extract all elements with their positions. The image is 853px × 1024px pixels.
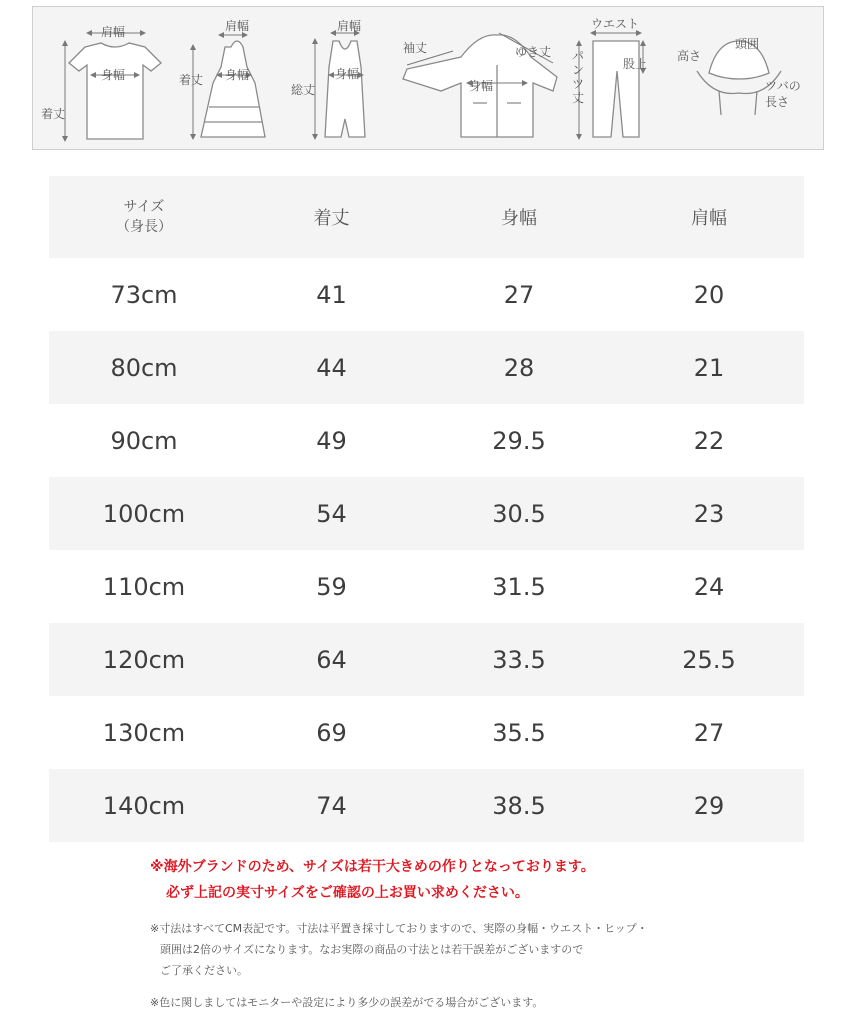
table-row	[49, 769, 804, 842]
tshirt-length-label: 着丈	[41, 107, 66, 121]
measurement-note-line3: ご了承ください。	[160, 964, 248, 977]
tshirt-body-width-label: 身幅	[101, 68, 126, 82]
hoodie-yuki-label: ゆき丈	[515, 45, 552, 59]
tshirt-icon	[69, 43, 161, 139]
length-cell: 59	[316, 572, 347, 601]
shoulder-cell: 25.5	[682, 645, 736, 674]
romper-shoulder-label: 肩幅	[337, 19, 362, 33]
size-table	[49, 176, 804, 842]
shoulder-header: 肩幅	[691, 208, 727, 229]
size-warning-line2: 必ず上記の実寸サイズをご確認の上お買い求めください。	[166, 885, 529, 901]
size-cell: 120cm	[102, 645, 186, 674]
table-header	[49, 176, 804, 258]
length-cell: 44	[316, 353, 347, 382]
size-cell: 80cm	[110, 353, 178, 382]
body-width-cell: 31.5	[492, 572, 546, 601]
dress-body-width-label: 身幅	[225, 68, 250, 82]
measurement-note-line2: 頭囲は2倍のサイズになります。なお実際の商品の寸法とは若干誤差がございますので	[160, 943, 584, 956]
size-header-line1: サイズ	[123, 199, 165, 215]
dress-shoulder-label: 肩幅	[225, 19, 250, 33]
body-width-cell: 30.5	[492, 499, 546, 528]
hoodie-body-width-label: 身幅	[469, 79, 494, 93]
body-width-cell: 27	[503, 280, 535, 309]
hat-brim-label-1: ツバの	[765, 79, 801, 93]
romper-body-width-label: 身幅	[335, 67, 360, 81]
table-row	[49, 404, 804, 477]
table-row	[49, 550, 804, 623]
shoulder-cell: 21	[693, 353, 725, 382]
shoulder-cell: 29	[693, 791, 725, 820]
body-width-cell: 35.5	[492, 718, 546, 747]
body-width-cell: 28	[503, 353, 535, 382]
romper-total-length-label: 総丈	[291, 83, 316, 97]
length-cell: 41	[316, 280, 347, 309]
size-cell: 130cm	[102, 718, 186, 747]
length-cell: 74	[316, 791, 347, 820]
garment-illustrations	[33, 7, 825, 151]
hat-head-circumference-label: 頭囲	[735, 37, 760, 51]
size-cell: 73cm	[110, 280, 178, 309]
size-warning-line1: ※海外ブランドのため、サイズは若干大きめの作りとなっております。	[150, 859, 595, 875]
length-cell: 49	[316, 426, 347, 455]
pants-icon	[593, 41, 639, 137]
body-width-cell: 29.5	[492, 426, 546, 455]
hat-brim-label-2: 長さ	[765, 95, 790, 109]
length-header: 着丈	[313, 208, 350, 229]
shoulder-cell: 23	[693, 499, 725, 528]
measurement-note-line1: ※寸法はすべてCM表記です。寸法は平置き採寸しておりますので、実際の身幅・ウエスト・ヒップ・	[150, 922, 648, 935]
measurement-guide	[32, 6, 824, 150]
color-note: ※色に関しましてはモニターや設定により多少の誤差がでる場合がございます。	[150, 996, 544, 1009]
table-row	[49, 696, 804, 769]
table-row	[49, 331, 804, 404]
size-cell: 110cm	[102, 572, 186, 601]
shoulder-cell: 20	[693, 280, 725, 309]
hat-height-label: 高さ	[677, 49, 702, 63]
pants-length-label: パンツ丈	[571, 49, 584, 105]
length-cell: 64	[316, 645, 347, 674]
body-width-cell: 38.5	[492, 791, 546, 820]
tshirt-shoulder-label: 肩幅	[101, 25, 126, 39]
shoulder-cell: 27	[693, 718, 725, 747]
size-cell: 140cm	[102, 791, 186, 820]
length-cell: 54	[316, 499, 347, 528]
length-cell: 69	[316, 718, 347, 747]
size-header-line2: （身長）	[116, 219, 172, 235]
shoulder-cell: 24	[693, 572, 725, 601]
table-row	[49, 258, 804, 331]
table-row	[49, 623, 804, 696]
size-cell: 100cm	[102, 499, 186, 528]
hoodie-sleeve-label: 袖丈	[403, 41, 428, 55]
size-header	[49, 176, 239, 258]
shoulder-cell: 22	[693, 426, 725, 455]
body-width-cell: 33.5	[492, 645, 546, 674]
body-width-header: 身幅	[501, 208, 537, 229]
pants-rise-label: 股上	[623, 57, 648, 71]
dress-length-label: 着丈	[179, 73, 204, 87]
size-cell: 90cm	[110, 426, 178, 455]
table-row	[49, 477, 804, 550]
pants-waist-label: ウエスト	[591, 17, 640, 31]
romper-icon	[325, 41, 365, 137]
